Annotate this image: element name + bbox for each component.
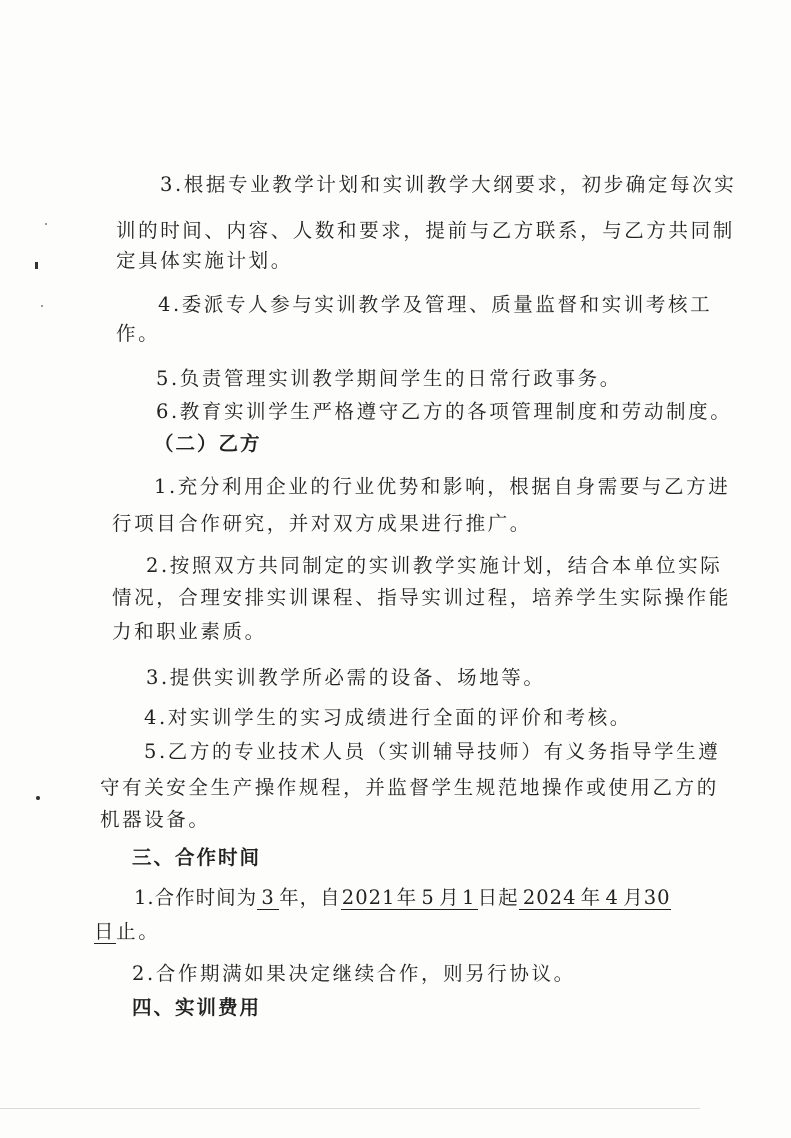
scan-speck	[45, 223, 47, 225]
end-day-value: 30	[643, 886, 671, 909]
start-day-value: 1	[460, 887, 478, 910]
clause-period-line2	[94, 920, 160, 944]
clause-a3-line1: 3.根据专业教学计划和实训教学大纲要求，初步确定每次实	[160, 173, 737, 196]
scan-speck	[41, 305, 43, 307]
start-month-unit: 月	[439, 886, 460, 909]
end-day-unit: 日	[94, 920, 117, 943]
start-year-unit: 年	[396, 886, 418, 909]
clause-b5-line3: 机器设备。	[100, 808, 211, 831]
clause-b5-line2: 守有关安全生产操作规程，并监督学生规范地操作或使用乙方的	[100, 776, 719, 799]
section-heading-cooperation-period: 三、合作时间	[132, 846, 262, 869]
start-month-value: 5	[417, 887, 439, 910]
period-prefix: 1.合作时间为	[134, 886, 258, 909]
clause-a4-line1: 4.委派专人参与实训教学及管理、质量监督和实训考核工	[158, 293, 713, 316]
start-year-value: 2021	[341, 886, 396, 909]
clause-a6: 6.教育实训学生严格遵守乙方的各项管理制度和劳动制度。	[156, 400, 733, 423]
clause-b1-line1: 1.充分利用企业的行业优势和影响，根据自身需要与乙方进	[154, 475, 731, 498]
clause-b2-line1: 2.按照双方共同制定的实训教学实施计划，结合本单位实际	[146, 554, 723, 577]
clause-a5: 5.负责管理实训教学期间学生的日常行政事务。	[156, 367, 622, 390]
section-heading-party-b: （二）乙方	[154, 432, 262, 455]
clause-a3-line2: 训的时间、内容、人数和要求，提前与乙方联系，与乙方共同制	[116, 219, 735, 242]
clause-period-renewal: 2.合作期满如果决定继续合作，则另行协议。	[132, 962, 576, 985]
end-month-unit: 月	[623, 886, 644, 909]
period-suffix: 止。	[116, 920, 161, 943]
period-years-value: 3	[257, 887, 279, 910]
binding-hole-mark	[36, 796, 40, 800]
clause-b2-line2: 情况，合理安排实训课程、指导实训过程，培养学生实际操作能	[112, 586, 731, 609]
start-day-suffix: 日起	[477, 886, 519, 909]
clause-b1-line2: 行项目合作研究，并对双方成果进行推广。	[112, 512, 532, 535]
period-mid-text: 年，自	[279, 886, 341, 909]
clause-b4: 4.对实训学生的实习成绩进行全面的评价和考核。	[144, 706, 632, 729]
scan-edge-line	[0, 1108, 700, 1109]
clause-b3: 3.提供实训教学所必需的设备、场地等。	[146, 666, 546, 689]
section-heading-training-fees: 四、实训费用	[132, 996, 262, 1019]
clause-a4-line2: 作。	[116, 322, 161, 345]
end-year-value: 2024	[519, 887, 581, 910]
end-year-unit: 年	[580, 886, 602, 909]
clause-b2-line3: 力和职业素质。	[112, 620, 267, 643]
clause-period-line1	[134, 886, 671, 910]
clause-b5-line1: 5.乙方的专业技术人员（实训辅导技师）有义务指导学生遵	[144, 740, 721, 763]
end-month-value: 4	[601, 887, 623, 910]
binding-hole-mark	[35, 262, 38, 269]
clause-a3-line3: 定具体实施计划。	[116, 249, 293, 272]
